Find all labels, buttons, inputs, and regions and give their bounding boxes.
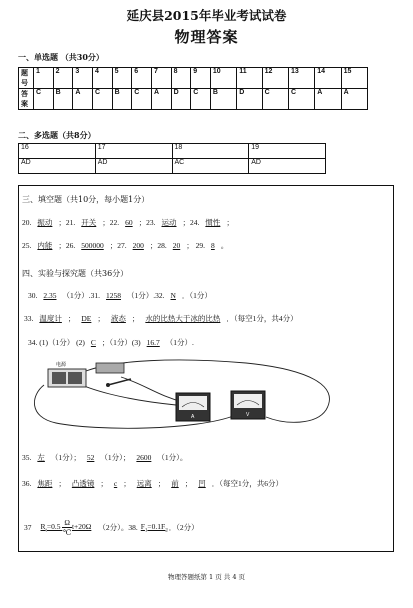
question-text: ；23. <box>138 218 156 227</box>
table-cell: C <box>288 89 314 110</box>
line-35 <box>22 452 187 463</box>
question-text: ； <box>97 314 105 323</box>
question-text: ； <box>123 479 131 488</box>
answer-blank: 温度计 <box>39 314 62 323</box>
question-text: ；26. <box>58 241 76 250</box>
answer-blank: DE <box>81 314 92 323</box>
question-text: ； <box>226 218 234 227</box>
question-text: ； <box>67 314 76 323</box>
circuit-diagram <box>26 355 346 435</box>
table-cell: A <box>341 89 367 110</box>
question-text: ．（每空1分，共4分） <box>226 314 298 323</box>
multi-choice-heading: 二、多选题（共8分） <box>18 130 96 140</box>
answer-blank: 水的比热大于冰的比热 <box>145 314 221 323</box>
table-cell: 9 <box>191 68 211 89</box>
table-cell: 11 <box>237 68 262 89</box>
table-cell: C <box>262 89 288 110</box>
table-cell: 19 <box>249 144 326 159</box>
table-cell: 15 <box>341 68 367 89</box>
voltmeter <box>231 391 265 419</box>
line-30 <box>28 290 212 301</box>
table-cell: 7 <box>151 68 171 89</box>
single-choice-table <box>18 67 368 110</box>
answer-blank: 2.35 <box>43 291 57 300</box>
table-cell: C <box>132 89 152 110</box>
line-36 <box>22 478 283 489</box>
exam-title: 延庆县2015年毕业考试试卷 <box>126 8 287 23</box>
answer-blank: 20 <box>172 241 181 250</box>
table-cell: A <box>151 89 171 110</box>
question-text: 33. <box>24 314 34 323</box>
table-cell: B <box>112 89 132 110</box>
question-text: 34. (1)（1分） (2) <box>28 338 85 347</box>
table-cell: A <box>73 89 93 110</box>
table-cell: 14 <box>315 68 341 89</box>
answer-blank: N <box>170 291 176 300</box>
multi-choice-answer-row <box>19 159 326 174</box>
question-text: （1分）.32. <box>127 291 165 300</box>
answer-blank: 凸透镜 <box>71 479 95 488</box>
question-text: ；21. <box>58 218 76 227</box>
row-label: 题号 <box>19 68 34 89</box>
table-cell: C <box>191 89 211 110</box>
answer-blank: 开关 <box>81 218 97 227</box>
q37-score: （2分）。38. <box>98 523 138 532</box>
answer-blank: c <box>113 479 118 488</box>
q38-score: ．（2分） <box>168 523 199 532</box>
table-cell: 3 <box>73 68 93 89</box>
answer-blank: 1258 <box>106 291 121 300</box>
question-text: ； <box>58 479 66 488</box>
answer-blank: 内能 <box>37 241 53 250</box>
table-cell: C <box>34 89 54 110</box>
question-text: ；27. <box>109 241 127 250</box>
fill-blank-heading: 三、填空题（共10分，每小题1分） <box>22 195 150 204</box>
answer-blank: 52 <box>86 453 95 462</box>
answer-blank: 前 <box>171 479 179 488</box>
question-text: ；22. <box>102 218 120 227</box>
question-text: 。 <box>220 241 229 250</box>
answer-blank: 500000 <box>81 241 104 250</box>
answer-blank: 8 <box>211 241 215 250</box>
q37-number: 37 <box>24 523 32 532</box>
question-text: 25. <box>22 241 32 250</box>
experiment-heading: 四、实验与探究题（共36分） <box>22 269 129 278</box>
answer-title: 物理答案 <box>174 28 239 46</box>
table-cell: 17 <box>95 144 172 159</box>
table-cell: 16 <box>19 144 96 159</box>
table-cell: B <box>53 89 73 110</box>
question-text: （1分）； <box>100 453 131 462</box>
answer-blank: 焦距 <box>37 479 53 488</box>
single-choice-number-row <box>19 68 368 89</box>
answer-blank: 运动 <box>161 218 177 227</box>
table-cell: 12 <box>262 68 288 89</box>
question-text: （1分）.31. <box>62 291 100 300</box>
ammeter <box>176 393 210 421</box>
question-text: （1分）. <box>165 338 194 347</box>
table-cell: 13 <box>288 68 314 89</box>
table-cell: D <box>237 89 262 110</box>
table-cell: 2 <box>53 68 73 89</box>
battery-label: 电源 <box>56 362 67 368</box>
table-cell: 6 <box>132 68 152 89</box>
question-text: ； <box>157 479 166 488</box>
answer-blank: 振动 <box>37 218 53 227</box>
row-label: 答案 <box>19 89 34 110</box>
table-cell: D <box>171 89 191 110</box>
answer-blank: 60 <box>125 218 133 227</box>
question-text: （1分）； <box>50 453 81 462</box>
answer-blank: 2600 <box>136 453 152 462</box>
answer-blank: 200 <box>132 241 144 250</box>
single-choice-answer-row <box>19 89 368 110</box>
question-text: 20. <box>22 218 32 227</box>
table-cell: A <box>315 89 341 110</box>
table-cell: AD <box>19 159 96 174</box>
table-cell: B <box>210 89 236 110</box>
answer-blank: 惯性 <box>205 218 221 227</box>
table-cell: 18 <box>172 144 249 159</box>
battery-pack <box>48 369 86 387</box>
question-text: 35. <box>22 453 32 462</box>
ammeter-label: A <box>191 414 195 420</box>
table-cell: 1 <box>34 68 54 89</box>
fill-line-25 <box>22 240 228 251</box>
table-cell: 10 <box>210 68 236 89</box>
line-34 <box>28 337 194 348</box>
question-text: ； <box>131 314 140 323</box>
question-text: （1分）。 <box>157 453 188 462</box>
question-text: ；（1分）(3) <box>101 338 141 347</box>
answer-blank: 远离 <box>136 479 152 488</box>
resistor <box>96 363 124 373</box>
line-33 <box>24 313 298 324</box>
switch <box>106 379 131 387</box>
single-choice-heading: 一、单选题 （共30分） <box>18 52 104 62</box>
question-text: ； <box>100 479 108 488</box>
answer-blank: 凹 <box>198 479 206 488</box>
multi-choice-number-row <box>19 144 326 159</box>
voltmeter-label: V <box>246 412 250 418</box>
table-cell: C <box>92 89 112 110</box>
answer-blank: 左 <box>37 453 45 462</box>
answer-blank: C <box>90 338 96 347</box>
line-37-38 <box>24 518 199 537</box>
answer-blank: 16.7 <box>146 338 160 347</box>
table-cell: 8 <box>171 68 191 89</box>
question-text: ．（1分） <box>181 291 212 300</box>
q37-answer: $R_t=0.5$ Ω ℃ t+20Ω <box>40 518 92 537</box>
question-text: ．（每空1分，共6分） <box>211 479 283 488</box>
answer-blank: 液态 <box>110 314 126 323</box>
question-text: 36. <box>22 479 32 488</box>
question-text: ； <box>184 479 193 488</box>
multi-choice-table <box>18 143 326 174</box>
table-cell: AD <box>95 159 172 174</box>
question-text: ； 29. <box>186 241 205 250</box>
table-cell: 5 <box>112 68 132 89</box>
table-cell: AD <box>249 159 326 174</box>
question-text: ；24. <box>182 218 200 227</box>
question-text: 30. <box>28 291 38 300</box>
page-footer: 物理答题纸第 1 页 共 4 页 <box>167 573 246 581</box>
question-text: ；28. <box>149 241 167 250</box>
fill-line-20 <box>22 217 234 228</box>
q38-answer: $F_1=0.1F_2$ <box>140 521 168 534</box>
table-cell: AC <box>172 159 249 174</box>
table-cell: 4 <box>92 68 112 89</box>
